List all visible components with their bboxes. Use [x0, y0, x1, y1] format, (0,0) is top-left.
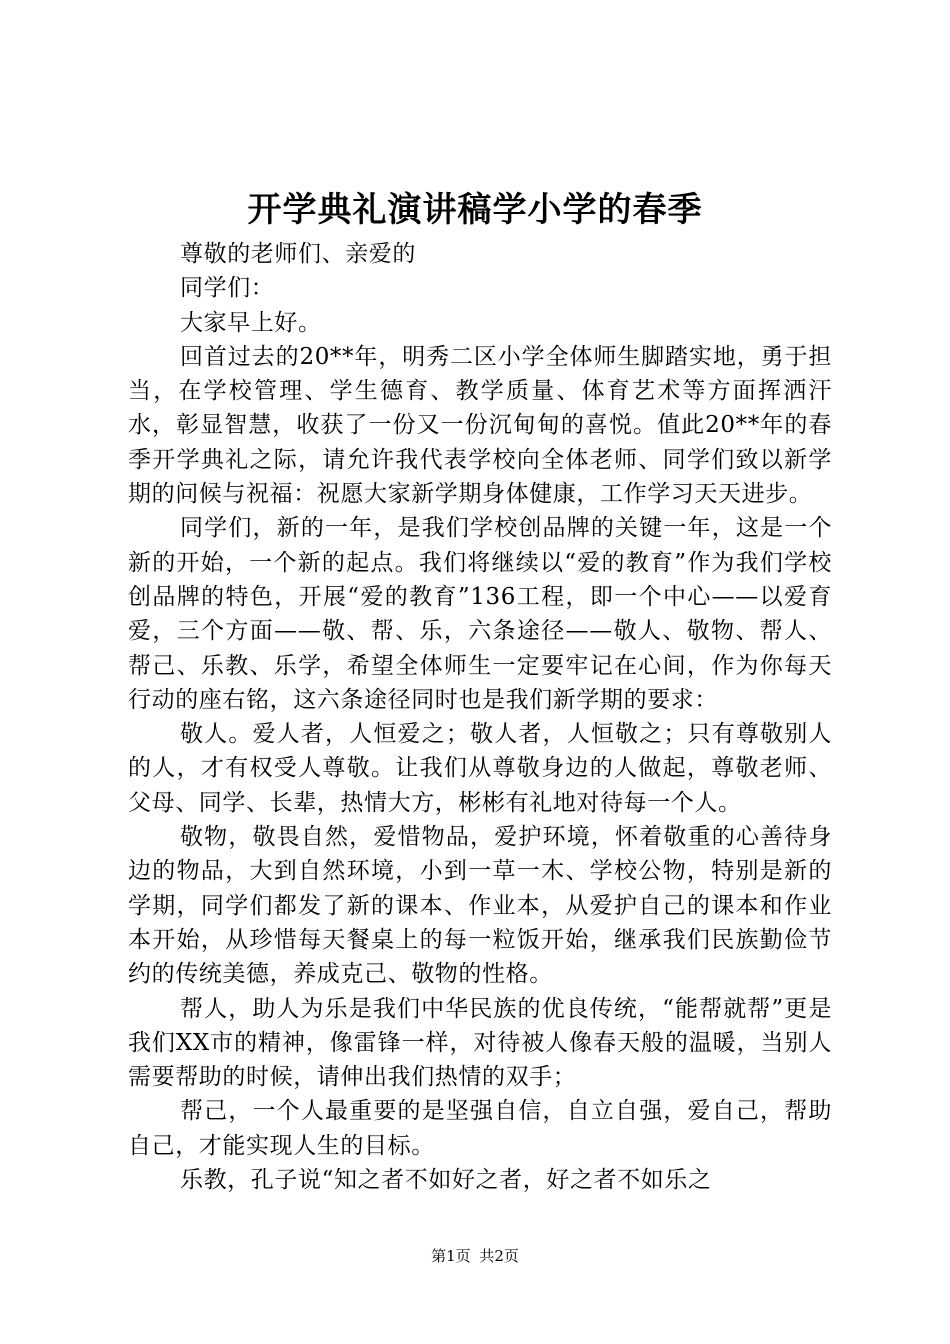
paragraph-help-self: 帮己，一个人最重要的是坚强自信，自立自强，爱自己，帮助自己，才能实现人生的目标。 [128, 1098, 832, 1159]
page-number: 第1页 [431, 1247, 471, 1265]
greeting: 大家早上好。 [180, 309, 322, 336]
paragraph-joyful-teaching: 乐教，孔子说“知之者不如好之者，好之者不如乐之 [180, 1167, 712, 1194]
paragraph-respect-people: 敬人。爱人者，人恒爱之；敬人者，人恒敬之；只有尊敬别人的人，才有权受人尊敬。让我们从尊敬身边的人做起，尊敬老师、父母、同学、长辈，热情大方，彬彬有礼地对待每一个人。 [128, 721, 832, 816]
paragraph-review: 回首过去的20**年，明秀二区小学全体师生脚踏实地，勇于担当，在学校管理、学生德育、教学质量、体育艺术等方面挥洒汗水，彰显智慧，收获了一份又一份沉甸甸的喜悦。值此20**年的春季开学典礼之际，请允许我代表学校向全体老师、同学们致以新学期的问候与祝福：祝愿大家新学期身体健康，工作学习天天进步。 [128, 343, 832, 508]
paragraph-respect-things: 敬物，敬畏自然，爱惜物品，爱护环境，怀着敬重的心善待身边的物品，大到自然环境，小到一草一木、学校公物，特别是新的学期，同学们都发了新的课本、作业本，从爱护自己的课本和作业本开始，从珍惜每天餐桌上的每一粒饭开始，继承我们民族勤俭节约的传统美德，养成克己、敬物的性格。 [128, 824, 832, 988]
paragraph-brand: 同学们，新的一年，是我们学校创品牌的关键一年，这是一个新的开始，一个新的起点。我们将继续以“爱的教育”作为我们学校创品牌的特色，开展“爱的教育”136工程，即一个中心——以爱育爱，三个方面——敬、帮、乐，六条途径——敬人、敬物、帮人、帮己、乐教、乐学，希望全体师生一定要牢记在心间，作为你每天行动的座右铭，这六条途径同时也是我们新学期的要求： [128, 515, 832, 713]
paragraph-help-others: 帮人，助人为乐是我们中华民族的优良传统，“能帮就帮”更是我们XX市的精神，像雷锋一样，对待被人像春天般的温暖，当别人需要帮助的时候，请伸出我们热情的双手； [128, 995, 832, 1091]
document-body [128, 237, 832, 1197]
salutation-line-1: 尊敬的老师们、亲爱的 [180, 241, 416, 267]
page-total: 共2页 [479, 1247, 519, 1265]
salutation-line-2: 同学们： [180, 275, 275, 302]
document-title: 开学典礼演讲稿学小学的春季 [247, 190, 703, 230]
page-footer [0, 1246, 950, 1266]
